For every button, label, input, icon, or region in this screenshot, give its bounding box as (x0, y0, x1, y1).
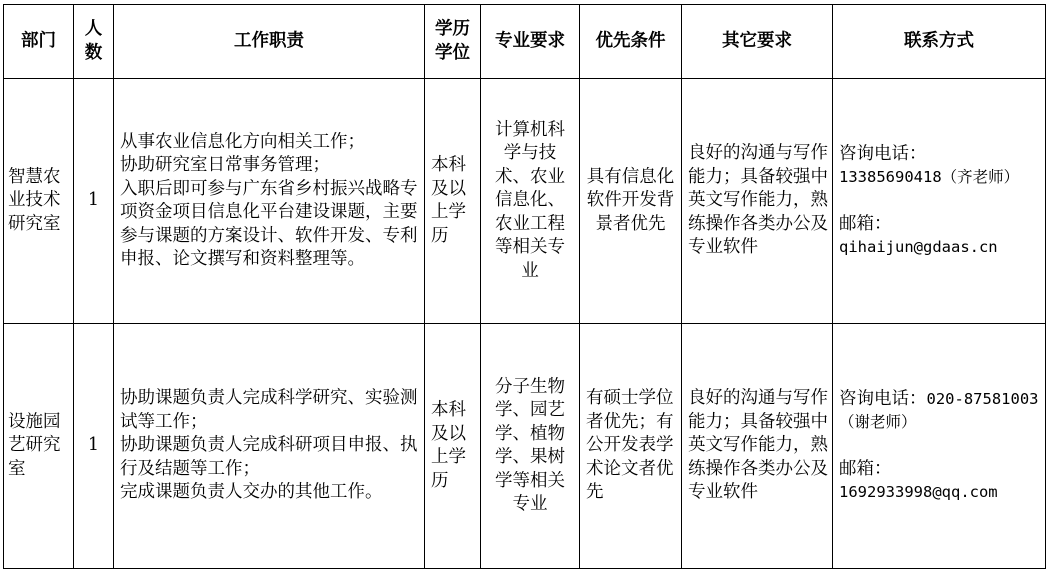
duty-line: 完成课题负责人交办的其他工作。 (120, 482, 383, 503)
contact-cell (833, 324, 1046, 569)
count-cell: 1 (74, 79, 114, 324)
phone-label: 咨询电话： (839, 143, 927, 164)
table-row (4, 79, 1046, 324)
duty-line: 入职后即可参与广东省乡村振兴战略专项资金项目信息化平台建设课题，主要参与课题的方案设计、软件开发、专利申报、论文撰写和资料整理等。 (120, 178, 418, 269)
header-dept: 部门 (4, 5, 74, 79)
email-value: qihaijun@gdaas.cn (839, 238, 998, 256)
phone-value (839, 388, 1042, 435)
contact-spacer (839, 435, 1042, 458)
header-contact: 联系方式 (833, 5, 1046, 79)
header-priority: 优先条件 (580, 5, 682, 79)
phone-number: 020-87581003（谢老师） (839, 389, 1039, 431)
header-count-line-1: 人 (84, 19, 103, 39)
header-major: 专业要求 (481, 5, 580, 79)
header-edu-line-1: 学历 (435, 19, 470, 39)
email-label: 邮箱： (839, 458, 892, 479)
duty-line: 协助课题负责人完成科学研究、实验测试等工作； (120, 388, 418, 432)
education-cell: 本科及以上学历 (425, 324, 481, 569)
duty-cell (114, 79, 425, 324)
header-count (74, 5, 114, 79)
header-edu-line-2: 学位 (435, 42, 470, 63)
priority-cell: 有硕士学位者优先；有公开发表学术论文者优先 (580, 324, 682, 569)
dept-cell: 设施园艺研究室 (4, 324, 74, 569)
duty-line: 协助课题负责人完成科研项目申报、执行及结题等工作； (120, 435, 418, 479)
count-cell: 1 (74, 324, 114, 569)
phone-label: 咨询电话： (839, 388, 927, 409)
email-value: 1692933998@qq.com (839, 483, 998, 501)
education-cell: 本科及以上学历 (425, 79, 481, 324)
table-row (4, 324, 1046, 569)
header-row (4, 5, 1046, 79)
contact-cell (833, 79, 1046, 324)
header-count-line-2: 数 (84, 42, 103, 63)
priority-cell: 具有信息化软件开发背景者优先 (580, 79, 682, 324)
other-requirements-cell: 良好的沟通与写作能力；具备较强中英文写作能力，熟练操作各类办公及专业软件 (682, 79, 833, 324)
major-cell: 分子生物学、园艺学、植物学、果树学等相关专业 (481, 324, 580, 569)
contact-spacer (839, 190, 1042, 213)
email-label: 邮箱： (839, 213, 892, 234)
phone-value: 13385690418（齐老师） (839, 168, 1020, 186)
duty-cell (114, 324, 425, 569)
recruitment-table (3, 4, 1046, 569)
duty-line: 协助研究室日常事务管理； (120, 155, 330, 175)
other-requirements-cell: 良好的沟通与写作能力；具备较强中英文写作能力，熟练操作各类办公及专业软件 (682, 324, 833, 569)
header-education (425, 5, 481, 79)
dept-cell: 智慧农业技术研究室 (4, 79, 74, 324)
major-cell: 计算机科学与技术、农业信息化、农业工程等相关专业 (481, 79, 580, 324)
header-other: 其它要求 (682, 5, 833, 79)
header-duty: 工作职责 (114, 5, 425, 79)
duty-line: 从事农业信息化方向相关工作； (120, 131, 365, 152)
